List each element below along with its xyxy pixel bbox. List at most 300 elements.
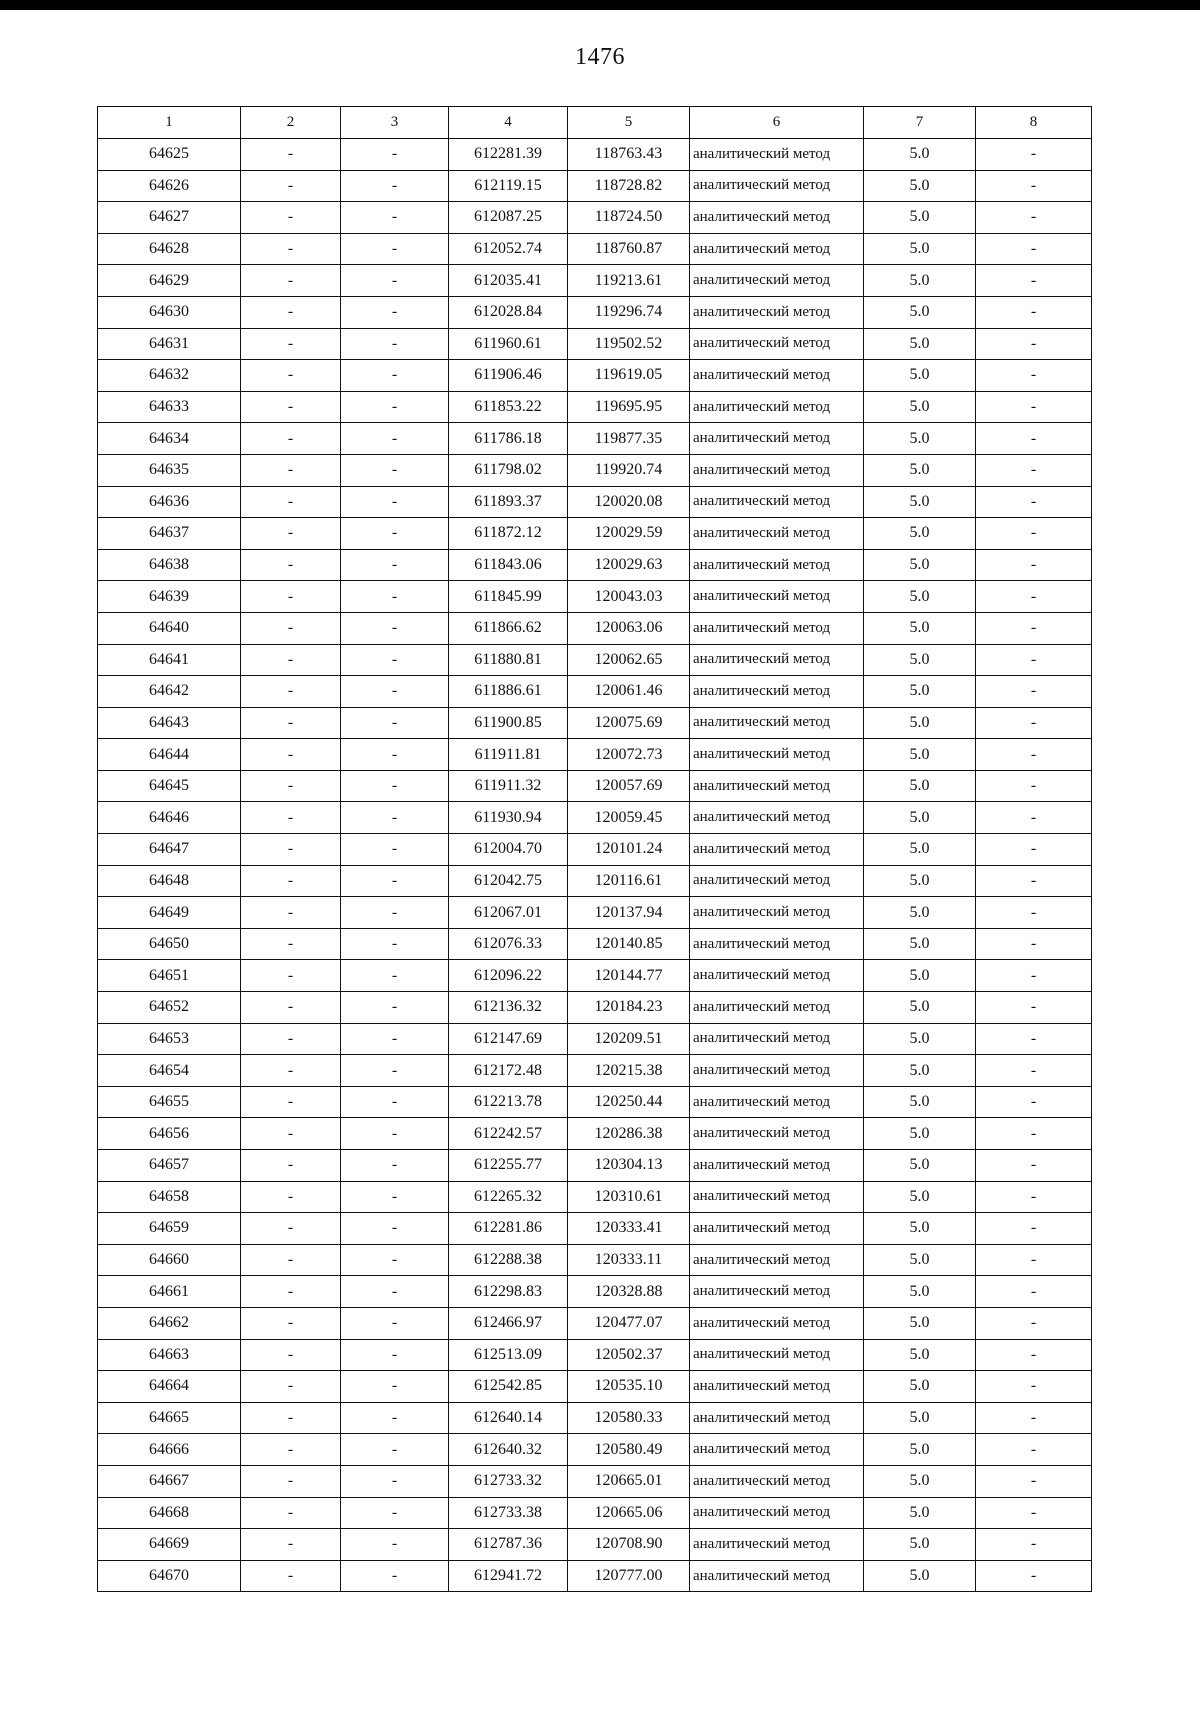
x-coordinate-cell: 612733.38 bbox=[449, 1497, 568, 1529]
accuracy-cell: 5.0 bbox=[864, 1402, 976, 1434]
method-cell: аналитический метод bbox=[690, 486, 864, 518]
table-row bbox=[98, 1086, 1092, 1118]
accuracy-cell: 5.0 bbox=[864, 644, 976, 676]
col2-cell: - bbox=[241, 1560, 341, 1592]
method-cell: аналитический метод bbox=[690, 1150, 864, 1182]
col3-cell: - bbox=[341, 676, 449, 708]
accuracy-cell: 5.0 bbox=[864, 1244, 976, 1276]
x-coordinate-cell: 612119.15 bbox=[449, 170, 568, 202]
point-number-cell: 64649 bbox=[98, 897, 241, 929]
x-coordinate-cell: 612640.14 bbox=[449, 1402, 568, 1434]
point-number-cell: 64634 bbox=[98, 423, 241, 455]
col8-cell: - bbox=[976, 1086, 1092, 1118]
y-coordinate-cell: 118724.50 bbox=[568, 202, 690, 234]
x-coordinate-cell: 612513.09 bbox=[449, 1339, 568, 1371]
y-coordinate-cell: 120137.94 bbox=[568, 897, 690, 929]
accuracy-cell: 5.0 bbox=[864, 1086, 976, 1118]
point-number-cell: 64638 bbox=[98, 549, 241, 581]
col2-cell: - bbox=[241, 170, 341, 202]
col3-cell: - bbox=[341, 1055, 449, 1087]
col8-cell: - bbox=[976, 1276, 1092, 1308]
table-row bbox=[98, 1371, 1092, 1403]
accuracy-cell: 5.0 bbox=[864, 992, 976, 1024]
col2-cell: - bbox=[241, 233, 341, 265]
method-cell: аналитический метод bbox=[690, 1276, 864, 1308]
col2-cell: - bbox=[241, 454, 341, 486]
x-coordinate-cell: 612242.57 bbox=[449, 1118, 568, 1150]
col3-cell: - bbox=[341, 1276, 449, 1308]
y-coordinate-cell: 120209.51 bbox=[568, 1023, 690, 1055]
x-coordinate-cell: 611900.85 bbox=[449, 707, 568, 739]
table-row bbox=[98, 423, 1092, 455]
col3-cell: - bbox=[341, 1118, 449, 1150]
point-number-cell: 64648 bbox=[98, 865, 241, 897]
y-coordinate-cell: 120062.65 bbox=[568, 644, 690, 676]
accuracy-cell: 5.0 bbox=[864, 1276, 976, 1308]
point-number-cell: 64641 bbox=[98, 644, 241, 676]
col8-cell: - bbox=[976, 1371, 1092, 1403]
col3-cell: - bbox=[341, 1339, 449, 1371]
y-coordinate-cell: 119296.74 bbox=[568, 296, 690, 328]
column-header: 8 bbox=[976, 107, 1092, 139]
method-cell: аналитический метод bbox=[690, 391, 864, 423]
method-cell: аналитический метод bbox=[690, 770, 864, 802]
accuracy-cell: 5.0 bbox=[864, 360, 976, 392]
accuracy-cell: 5.0 bbox=[864, 518, 976, 550]
x-coordinate-cell: 612172.48 bbox=[449, 1055, 568, 1087]
y-coordinate-cell: 119695.95 bbox=[568, 391, 690, 423]
col3-cell: - bbox=[341, 454, 449, 486]
col3-cell: - bbox=[341, 897, 449, 929]
col8-cell: - bbox=[976, 960, 1092, 992]
accuracy-cell: 5.0 bbox=[864, 1055, 976, 1087]
table-row bbox=[98, 739, 1092, 771]
col8-cell: - bbox=[976, 391, 1092, 423]
col3-cell: - bbox=[341, 328, 449, 360]
table-row bbox=[98, 865, 1092, 897]
accuracy-cell: 5.0 bbox=[864, 707, 976, 739]
point-number-cell: 64659 bbox=[98, 1213, 241, 1245]
col2-cell: - bbox=[241, 707, 341, 739]
col3-cell: - bbox=[341, 1023, 449, 1055]
col3-cell: - bbox=[341, 1086, 449, 1118]
point-number-cell: 64627 bbox=[98, 202, 241, 234]
y-coordinate-cell: 120333.11 bbox=[568, 1244, 690, 1276]
y-coordinate-cell: 120116.61 bbox=[568, 865, 690, 897]
col2-cell: - bbox=[241, 139, 341, 171]
col3-cell: - bbox=[341, 581, 449, 613]
col3-cell: - bbox=[341, 1307, 449, 1339]
method-cell: аналитический метод bbox=[690, 865, 864, 897]
col2-cell: - bbox=[241, 1181, 341, 1213]
table-row bbox=[98, 992, 1092, 1024]
col3-cell: - bbox=[341, 139, 449, 171]
method-cell: аналитический метод bbox=[690, 644, 864, 676]
col2-cell: - bbox=[241, 960, 341, 992]
y-coordinate-cell: 119502.52 bbox=[568, 328, 690, 360]
accuracy-cell: 5.0 bbox=[864, 1339, 976, 1371]
y-coordinate-cell: 120057.69 bbox=[568, 770, 690, 802]
accuracy-cell: 5.0 bbox=[864, 676, 976, 708]
y-coordinate-cell: 120059.45 bbox=[568, 802, 690, 834]
method-cell: аналитический метод bbox=[690, 1402, 864, 1434]
y-coordinate-cell: 120043.03 bbox=[568, 581, 690, 613]
method-cell: аналитический метод bbox=[690, 1339, 864, 1371]
y-coordinate-cell: 120777.00 bbox=[568, 1560, 690, 1592]
x-coordinate-cell: 612076.33 bbox=[449, 928, 568, 960]
accuracy-cell: 5.0 bbox=[864, 1181, 976, 1213]
col2-cell: - bbox=[241, 992, 341, 1024]
col2-cell: - bbox=[241, 1023, 341, 1055]
table-row bbox=[98, 265, 1092, 297]
col8-cell: - bbox=[976, 454, 1092, 486]
table-row bbox=[98, 1244, 1092, 1276]
point-number-cell: 64645 bbox=[98, 770, 241, 802]
accuracy-cell: 5.0 bbox=[864, 1529, 976, 1561]
x-coordinate-cell: 612042.75 bbox=[449, 865, 568, 897]
x-coordinate-cell: 612640.32 bbox=[449, 1434, 568, 1466]
col2-cell: - bbox=[241, 676, 341, 708]
col2-cell: - bbox=[241, 1055, 341, 1087]
accuracy-cell: 5.0 bbox=[864, 1434, 976, 1466]
col3-cell: - bbox=[341, 265, 449, 297]
table-row bbox=[98, 770, 1092, 802]
col2-cell: - bbox=[241, 865, 341, 897]
method-cell: аналитический метод bbox=[690, 928, 864, 960]
y-coordinate-cell: 119619.05 bbox=[568, 360, 690, 392]
method-cell: аналитический метод bbox=[690, 1307, 864, 1339]
method-cell: аналитический метод bbox=[690, 1434, 864, 1466]
point-number-cell: 64635 bbox=[98, 454, 241, 486]
accuracy-cell: 5.0 bbox=[864, 1150, 976, 1182]
col8-cell: - bbox=[976, 1181, 1092, 1213]
col3-cell: - bbox=[341, 518, 449, 550]
y-coordinate-cell: 120477.07 bbox=[568, 1307, 690, 1339]
table-row bbox=[98, 518, 1092, 550]
method-cell: аналитический метод bbox=[690, 360, 864, 392]
point-number-cell: 64632 bbox=[98, 360, 241, 392]
x-coordinate-cell: 611893.37 bbox=[449, 486, 568, 518]
table-row bbox=[98, 834, 1092, 866]
table-row bbox=[98, 391, 1092, 423]
table-row bbox=[98, 1307, 1092, 1339]
table-body bbox=[98, 139, 1092, 1592]
point-number-cell: 64652 bbox=[98, 992, 241, 1024]
method-cell: аналитический метод bbox=[690, 233, 864, 265]
col2-cell: - bbox=[241, 360, 341, 392]
accuracy-cell: 5.0 bbox=[864, 486, 976, 518]
col2-cell: - bbox=[241, 612, 341, 644]
y-coordinate-cell: 119877.35 bbox=[568, 423, 690, 455]
accuracy-cell: 5.0 bbox=[864, 265, 976, 297]
x-coordinate-cell: 612052.74 bbox=[449, 233, 568, 265]
col8-cell: - bbox=[976, 549, 1092, 581]
point-number-cell: 64662 bbox=[98, 1307, 241, 1339]
x-coordinate-cell: 612028.84 bbox=[449, 296, 568, 328]
col8-cell: - bbox=[976, 360, 1092, 392]
accuracy-cell: 5.0 bbox=[864, 897, 976, 929]
accuracy-cell: 5.0 bbox=[864, 1213, 976, 1245]
y-coordinate-cell: 118728.82 bbox=[568, 170, 690, 202]
method-cell: аналитический метод bbox=[690, 170, 864, 202]
y-coordinate-cell: 120708.90 bbox=[568, 1529, 690, 1561]
col2-cell: - bbox=[241, 1213, 341, 1245]
col3-cell: - bbox=[341, 644, 449, 676]
col2-cell: - bbox=[241, 1465, 341, 1497]
table-row bbox=[98, 1118, 1092, 1150]
x-coordinate-cell: 612255.77 bbox=[449, 1150, 568, 1182]
method-cell: аналитический метод bbox=[690, 1529, 864, 1561]
accuracy-cell: 5.0 bbox=[864, 1497, 976, 1529]
x-coordinate-cell: 612281.39 bbox=[449, 139, 568, 171]
method-cell: аналитический метод bbox=[690, 1244, 864, 1276]
accuracy-cell: 5.0 bbox=[864, 170, 976, 202]
col8-cell: - bbox=[976, 1307, 1092, 1339]
table-row bbox=[98, 1560, 1092, 1592]
point-number-cell: 64626 bbox=[98, 170, 241, 202]
y-coordinate-cell: 120665.01 bbox=[568, 1465, 690, 1497]
col8-cell: - bbox=[976, 1560, 1092, 1592]
method-cell: аналитический метод bbox=[690, 897, 864, 929]
col8-cell: - bbox=[976, 1465, 1092, 1497]
col2-cell: - bbox=[241, 1307, 341, 1339]
point-number-cell: 64631 bbox=[98, 328, 241, 360]
col8-cell: - bbox=[976, 770, 1092, 802]
table-row bbox=[98, 1213, 1092, 1245]
point-number-cell: 64667 bbox=[98, 1465, 241, 1497]
col2-cell: - bbox=[241, 328, 341, 360]
method-cell: аналитический метод bbox=[690, 707, 864, 739]
col3-cell: - bbox=[341, 1434, 449, 1466]
col2-cell: - bbox=[241, 296, 341, 328]
accuracy-cell: 5.0 bbox=[864, 139, 976, 171]
col8-cell: - bbox=[976, 1150, 1092, 1182]
point-number-cell: 64660 bbox=[98, 1244, 241, 1276]
point-number-cell: 64644 bbox=[98, 739, 241, 771]
col2-cell: - bbox=[241, 1086, 341, 1118]
accuracy-cell: 5.0 bbox=[864, 834, 976, 866]
col2-cell: - bbox=[241, 1150, 341, 1182]
y-coordinate-cell: 120286.38 bbox=[568, 1118, 690, 1150]
col3-cell: - bbox=[341, 391, 449, 423]
point-number-cell: 64663 bbox=[98, 1339, 241, 1371]
col3-cell: - bbox=[341, 1150, 449, 1182]
accuracy-cell: 5.0 bbox=[864, 549, 976, 581]
col8-cell: - bbox=[976, 834, 1092, 866]
y-coordinate-cell: 120304.13 bbox=[568, 1150, 690, 1182]
y-coordinate-cell: 120029.63 bbox=[568, 549, 690, 581]
method-cell: аналитический метод bbox=[690, 202, 864, 234]
method-cell: аналитический метод bbox=[690, 139, 864, 171]
x-coordinate-cell: 611911.81 bbox=[449, 739, 568, 771]
y-coordinate-cell: 120502.37 bbox=[568, 1339, 690, 1371]
col8-cell: - bbox=[976, 676, 1092, 708]
y-coordinate-cell: 120333.41 bbox=[568, 1213, 690, 1245]
col3-cell: - bbox=[341, 992, 449, 1024]
accuracy-cell: 5.0 bbox=[864, 454, 976, 486]
col2-cell: - bbox=[241, 486, 341, 518]
x-coordinate-cell: 611843.06 bbox=[449, 549, 568, 581]
table-row bbox=[98, 454, 1092, 486]
point-number-cell: 64637 bbox=[98, 518, 241, 550]
x-coordinate-cell: 611906.46 bbox=[449, 360, 568, 392]
method-cell: аналитический метод bbox=[690, 1497, 864, 1529]
point-number-cell: 64661 bbox=[98, 1276, 241, 1308]
col8-cell: - bbox=[976, 1434, 1092, 1466]
col8-cell: - bbox=[976, 296, 1092, 328]
table-row bbox=[98, 581, 1092, 613]
point-number-cell: 64669 bbox=[98, 1529, 241, 1561]
col8-cell: - bbox=[976, 865, 1092, 897]
col8-cell: - bbox=[976, 518, 1092, 550]
y-coordinate-cell: 120250.44 bbox=[568, 1086, 690, 1118]
y-coordinate-cell: 120310.61 bbox=[568, 1181, 690, 1213]
accuracy-cell: 5.0 bbox=[864, 960, 976, 992]
method-cell: аналитический метод bbox=[690, 1465, 864, 1497]
point-number-cell: 64647 bbox=[98, 834, 241, 866]
col3-cell: - bbox=[341, 612, 449, 644]
method-cell: аналитический метод bbox=[690, 1371, 864, 1403]
col3-cell: - bbox=[341, 1497, 449, 1529]
col3-cell: - bbox=[341, 802, 449, 834]
point-number-cell: 64646 bbox=[98, 802, 241, 834]
point-number-cell: 64664 bbox=[98, 1371, 241, 1403]
x-coordinate-cell: 611930.94 bbox=[449, 802, 568, 834]
col2-cell: - bbox=[241, 549, 341, 581]
method-cell: аналитический метод bbox=[690, 549, 864, 581]
y-coordinate-cell: 119920.74 bbox=[568, 454, 690, 486]
x-coordinate-cell: 611786.18 bbox=[449, 423, 568, 455]
col3-cell: - bbox=[341, 770, 449, 802]
table-row bbox=[98, 1434, 1092, 1466]
col2-cell: - bbox=[241, 423, 341, 455]
method-cell: аналитический метод bbox=[690, 739, 864, 771]
y-coordinate-cell: 120075.69 bbox=[568, 707, 690, 739]
table-row bbox=[98, 233, 1092, 265]
y-coordinate-cell: 120535.10 bbox=[568, 1371, 690, 1403]
col3-cell: - bbox=[341, 928, 449, 960]
table-row bbox=[98, 1276, 1092, 1308]
y-coordinate-cell: 118763.43 bbox=[568, 139, 690, 171]
table-row bbox=[98, 1339, 1092, 1371]
accuracy-cell: 5.0 bbox=[864, 770, 976, 802]
col3-cell: - bbox=[341, 739, 449, 771]
col3-cell: - bbox=[341, 834, 449, 866]
col2-cell: - bbox=[241, 581, 341, 613]
point-number-cell: 64639 bbox=[98, 581, 241, 613]
table-row bbox=[98, 1055, 1092, 1087]
point-number-cell: 64654 bbox=[98, 1055, 241, 1087]
col8-cell: - bbox=[976, 1529, 1092, 1561]
method-cell: аналитический метод bbox=[690, 992, 864, 1024]
col3-cell: - bbox=[341, 233, 449, 265]
point-number-cell: 64636 bbox=[98, 486, 241, 518]
column-header: 3 bbox=[341, 107, 449, 139]
table-row bbox=[98, 1150, 1092, 1182]
point-number-cell: 64651 bbox=[98, 960, 241, 992]
col3-cell: - bbox=[341, 1529, 449, 1561]
column-header: 1 bbox=[98, 107, 241, 139]
method-cell: аналитический метод bbox=[690, 1118, 864, 1150]
x-coordinate-cell: 611845.99 bbox=[449, 581, 568, 613]
table-row bbox=[98, 1529, 1092, 1561]
y-coordinate-cell: 120184.23 bbox=[568, 992, 690, 1024]
point-number-cell: 64643 bbox=[98, 707, 241, 739]
accuracy-cell: 5.0 bbox=[864, 1465, 976, 1497]
accuracy-cell: 5.0 bbox=[864, 928, 976, 960]
page-number: 1476 bbox=[575, 44, 625, 70]
accuracy-cell: 5.0 bbox=[864, 865, 976, 897]
table-row bbox=[98, 202, 1092, 234]
point-number-cell: 64656 bbox=[98, 1118, 241, 1150]
col8-cell: - bbox=[976, 1213, 1092, 1245]
x-coordinate-cell: 611866.62 bbox=[449, 612, 568, 644]
y-coordinate-cell: 120029.59 bbox=[568, 518, 690, 550]
x-coordinate-cell: 611880.81 bbox=[449, 644, 568, 676]
method-cell: аналитический метод bbox=[690, 518, 864, 550]
table-row bbox=[98, 170, 1092, 202]
table-row bbox=[98, 1181, 1092, 1213]
table-row bbox=[98, 644, 1092, 676]
col8-cell: - bbox=[976, 1402, 1092, 1434]
accuracy-cell: 5.0 bbox=[864, 739, 976, 771]
point-number-cell: 64650 bbox=[98, 928, 241, 960]
method-cell: аналитический метод bbox=[690, 960, 864, 992]
method-cell: аналитический метод bbox=[690, 1560, 864, 1592]
col3-cell: - bbox=[341, 1244, 449, 1276]
point-number-cell: 64630 bbox=[98, 296, 241, 328]
point-number-cell: 64628 bbox=[98, 233, 241, 265]
table-row bbox=[98, 928, 1092, 960]
col8-cell: - bbox=[976, 928, 1092, 960]
col3-cell: - bbox=[341, 296, 449, 328]
col3-cell: - bbox=[341, 1213, 449, 1245]
method-cell: аналитический метод bbox=[690, 676, 864, 708]
table-row bbox=[98, 676, 1092, 708]
point-number-cell: 64633 bbox=[98, 391, 241, 423]
x-coordinate-cell: 612147.69 bbox=[449, 1023, 568, 1055]
table-row bbox=[98, 1497, 1092, 1529]
y-coordinate-cell: 118760.87 bbox=[568, 233, 690, 265]
col8-cell: - bbox=[976, 1497, 1092, 1529]
y-coordinate-cell: 120580.33 bbox=[568, 1402, 690, 1434]
accuracy-cell: 5.0 bbox=[864, 391, 976, 423]
accuracy-cell: 5.0 bbox=[864, 612, 976, 644]
method-cell: аналитический метод bbox=[690, 1213, 864, 1245]
column-header: 2 bbox=[241, 107, 341, 139]
table-row bbox=[98, 486, 1092, 518]
col8-cell: - bbox=[976, 1023, 1092, 1055]
col2-cell: - bbox=[241, 265, 341, 297]
x-coordinate-cell: 611960.61 bbox=[449, 328, 568, 360]
column-header: 5 bbox=[568, 107, 690, 139]
point-number-cell: 64629 bbox=[98, 265, 241, 297]
method-cell: аналитический метод bbox=[690, 1086, 864, 1118]
accuracy-cell: 5.0 bbox=[864, 1560, 976, 1592]
col2-cell: - bbox=[241, 1339, 341, 1371]
col8-cell: - bbox=[976, 170, 1092, 202]
accuracy-cell: 5.0 bbox=[864, 1307, 976, 1339]
accuracy-cell: 5.0 bbox=[864, 802, 976, 834]
col2-cell: - bbox=[241, 770, 341, 802]
col8-cell: - bbox=[976, 581, 1092, 613]
col2-cell: - bbox=[241, 518, 341, 550]
x-coordinate-cell: 611911.32 bbox=[449, 770, 568, 802]
column-header: 7 bbox=[864, 107, 976, 139]
column-header: 6 bbox=[690, 107, 864, 139]
col3-cell: - bbox=[341, 170, 449, 202]
col3-cell: - bbox=[341, 1560, 449, 1592]
